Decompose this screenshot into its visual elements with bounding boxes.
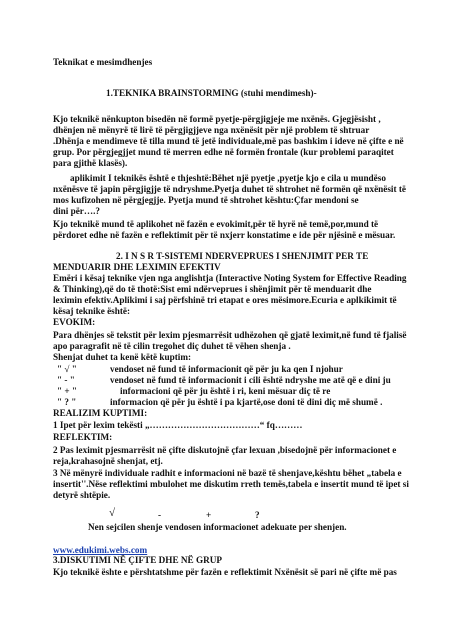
plus-symbol: + — [206, 510, 212, 520]
text-line: leximin efektiv.Aplikimi i saj përfshinë tri etapat e ores mësimore.Ecuria e aplkikimit të — [53, 295, 397, 305]
text-line: reja,krahasojnë shenjat, etj. — [53, 456, 163, 466]
section-2-title: 2. I N S R T-SISTEMI NDERVEPRUES I SHENJIMIT PER TE — [116, 251, 369, 261]
text-line: & Thinking),që do të thotë:Sist emi ndërveprues i shënjimit për të menduarit dhe — [53, 284, 372, 294]
realizim-item: 1 Ipet për lexim tekësti „………………………………“ fq……… — [53, 420, 303, 430]
website-link[interactable]: www.edukimi.webs.com — [53, 545, 148, 555]
section-2-title-continued: MENDUARIR DHE LEXIMIN EFEKTIV — [53, 262, 221, 272]
text-line: nxënësve të japin përgjigjje të ndryshme.Pyetja duhet të shtrohet në formën që nxënësit të — [53, 184, 406, 194]
realizim-label: REALIZIM KUPTIMI: — [53, 408, 148, 418]
text-line: para gjithë klasës). — [53, 158, 128, 168]
mark-description: vendoset në fund të informacionit që për ju ka qen I njohur — [110, 364, 343, 374]
marks-intro: Shenjat duhet ta kenë këtë kuptim: — [53, 352, 192, 362]
text-line: Emëri i kësaj teknike vjen nga anglishtja (Interactive Noting System for Effective Reading — [53, 273, 407, 283]
text-line: kësaj teknike është: — [53, 306, 131, 316]
text-line: detyrë shtëpie. — [53, 490, 111, 500]
document-header: Teknikat e mesimdhenjes — [53, 57, 153, 67]
text-line: Para dhënjes së tekstit për lexim pjesmarrësit udhëzohen që gjatë leximit,në fund të fjalisë — [53, 330, 407, 340]
check-symbol: √ — [109, 507, 116, 519]
text-line: 3 Në mënyrë individuale radhit e informacioni në bazë të shenjave,kështu bëhet „tabela e — [53, 468, 402, 478]
evokim-label: EVOKIM: — [53, 317, 96, 327]
minus-symbol: - — [158, 510, 162, 520]
text-line: dini për….? — [53, 206, 100, 216]
text-line: përdoret edhe në fazën e reflektimit për të nxjerr konstatime e ide për njësinë e mësuar. — [53, 230, 396, 240]
mark-description: vendoset në fund të informacionit i cili është ndryshe me atë që e dini ju — [110, 375, 391, 385]
section-1-title: 1.TEKNIKA BRAINSTORMING (stuhi mendimesh)- — [106, 88, 317, 98]
mark-description: informacion që për ju është i pa kjartë,ose doni të dini diç më shumë . — [110, 397, 383, 407]
text-line: Kjo teknikë mund të aplikohet në fazën e evokimit,për të hyrë në temë,por,mund të — [53, 219, 379, 229]
text-line: 2 Pas leximit pjesmarrësit në çifte diskutojnë çfar lexuan ,bisedojnë për informacionet e — [53, 445, 397, 455]
section-3-title: 3.DISKUTIMI NË ÇIFTE DHE NË GRUP — [53, 555, 222, 565]
text-line: apo paragrafit në të cilin tregohet diç duhet të vëhen shenja . — [53, 341, 291, 351]
mark-description: informacioni që për ju është i ri, keni mësuar diç të re — [120, 386, 331, 396]
symbols-note: Nen sejcilen shenje vendosen informacionet adekuate per shenjen. — [88, 522, 347, 532]
text-line: .Dhënja e mendimeve të tilla mund të jetë individuale,më pas bashkim i ideve në çifte e në — [53, 136, 404, 146]
mark-symbol: " ? " — [57, 397, 77, 407]
text-line: insertit''.Nëse reflektimi mbulohet me diskutim rreth temës,tabela e insertit mund të ipet si — [53, 479, 409, 489]
text-line: dhënjen në mënyrë të lirë të përgjigjjeve nga nxënësit për një problem të shtruar — [53, 125, 370, 135]
reflektim-label: REFLEKTIM: — [53, 432, 113, 442]
mark-symbol: " √ " — [57, 364, 77, 374]
mark-symbol: " - " — [57, 375, 75, 385]
paragraph-7: Kjo teknikë ështe e përshtatshme për fazën e reflektimit Nxënësit së pari në çifte më pas — [53, 567, 397, 577]
text-line: grup. Por përgjegjjet mund të merren edhe në formën frontale (kur problemi paraqitet — [53, 147, 394, 157]
question-symbol: ? — [255, 510, 260, 520]
text-line: aplikimit I teknikës është e thjeshtë:Bëhet një pyetje ,pyetje kjo e cila u mundëso — [70, 173, 386, 183]
mark-symbol: " + " — [57, 386, 78, 396]
text-line: Kjo teknikë nënkupton bisedën në formë pyetje-përgjigjeje me nxënës. Gjegjësisht , — [53, 114, 381, 124]
text-line: mos kufizohen në përgjegjje. Pyetja mund të shtrohet kështu:Çfar mendoni se — [53, 195, 359, 205]
